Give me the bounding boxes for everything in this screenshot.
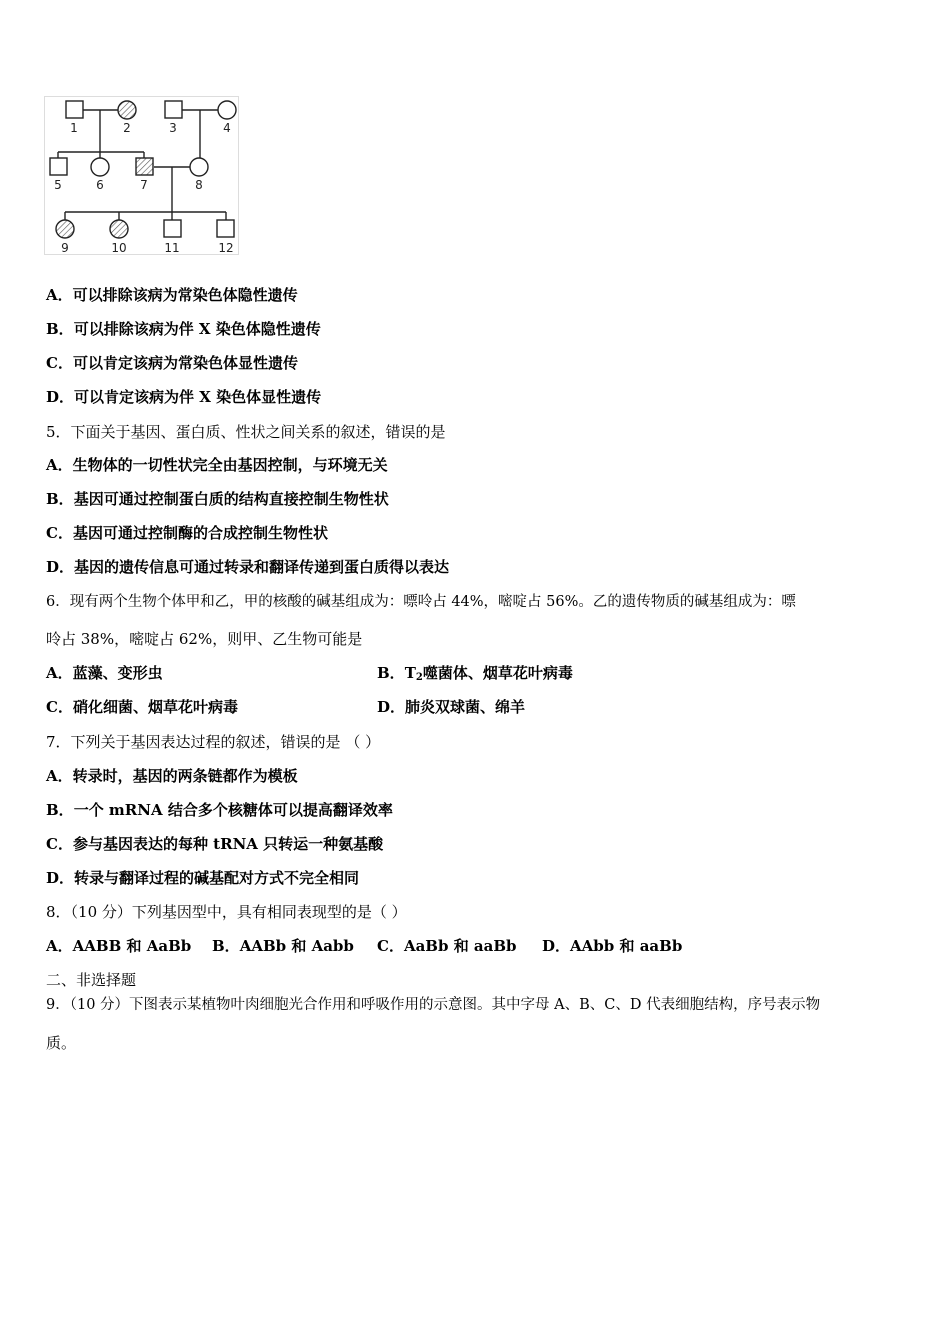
q4-option-c — [46, 353, 298, 373]
q9-stem-line1: 9．（10 分）下图表示某植物叶肉细胞光合作用和呼吸作用的示意图。其中字母 A、B、C、D 代表细胞结构，序号表示物 — [46, 997, 821, 1013]
q8-option-a — [46, 936, 191, 956]
q8-stem: 8．（10 分）下列基因型中，具有相同表现型的是（ ） — [46, 903, 407, 921]
label-7: 7 — [140, 178, 148, 192]
q7-option-b — [46, 800, 393, 820]
label-12: 12 — [218, 241, 234, 255]
option-label: D． — [46, 558, 75, 576]
pedigree-diagram — [44, 96, 240, 256]
q6-stem-line1: 6．现有两个生物个体甲和乙，甲的核酸的碱基组成为：嘌呤占 44%，嘧啶占 56%。乙的遗传物质的碱基组成为：嘌 — [46, 594, 796, 610]
option-label: C． — [46, 698, 73, 716]
q9-stem-line2: 质。 — [46, 1034, 77, 1052]
option-text: 转录时，基因的两条链都作为模板 — [72, 767, 298, 785]
option-text: AABB 和 AaBb — [72, 937, 192, 955]
option-text: 噬菌体、烟草花叶病毒 — [422, 664, 573, 682]
option-label: D． — [542, 937, 571, 955]
option-text: T — [404, 664, 416, 682]
q5-option-a — [46, 455, 388, 475]
q8-option-c — [377, 936, 517, 956]
individual-4 — [218, 101, 236, 119]
option-text: 硝化细菌、烟草花叶病毒 — [72, 698, 238, 716]
option-text: AABb 和 Aabb — [239, 937, 354, 955]
q4-option-b — [46, 319, 321, 339]
label-3: 3 — [169, 121, 177, 135]
q8-option-d — [542, 936, 682, 956]
option-text: AAbb 和 aaBb — [570, 937, 683, 955]
option-label: B． — [46, 320, 74, 338]
individual-2 — [118, 101, 136, 119]
q5-option-b — [46, 489, 389, 509]
option-text: 肺炎双球菌、绵羊 — [405, 698, 526, 716]
individual-10 — [110, 220, 128, 238]
option-label: A． — [46, 286, 73, 304]
q5-option-c — [46, 523, 328, 543]
q7-option-d — [46, 868, 359, 888]
option-label: D． — [377, 698, 406, 716]
q5-option-d — [46, 557, 449, 577]
option-label: D． — [46, 869, 75, 887]
option-label: C． — [46, 354, 73, 372]
option-label: B． — [212, 937, 240, 955]
individual-1 — [66, 101, 83, 118]
label-4: 4 — [223, 121, 231, 135]
q7-option-a — [46, 766, 298, 786]
option-text: 蓝藻、变形虫 — [72, 664, 163, 682]
option-text: 可以肯定该病为常染色体显性遗传 — [72, 354, 298, 372]
q6-stem-line2: 呤占 38%，嘧啶占 62%，则甲、乙生物可能是 — [46, 630, 363, 648]
option-text: 基因的遗传信息可通过转录和翻译传递到蛋白质得以表达 — [74, 558, 450, 576]
label-2: 2 — [123, 121, 131, 135]
q5-stem: 5．下面关于基因、蛋白质、性状之间关系的叙述，错误的是 — [46, 423, 446, 441]
q6-option-d — [377, 697, 525, 717]
option-text: 基因可通过控制蛋白质的结构直接控制生物性状 — [73, 490, 389, 508]
option-text: 参与基因表达的每种 tRNA 只转运一种氨基酸 — [72, 835, 384, 853]
option-label: C． — [46, 524, 73, 542]
option-text: 基因可通过控制酶的合成控制生物性状 — [72, 524, 328, 542]
individual-9 — [56, 220, 74, 238]
option-text: 生物体的一切性状完全由基因控制，与环境无关 — [72, 456, 388, 474]
label-9: 9 — [61, 241, 69, 255]
option-text: AaBb 和 aaBb — [403, 937, 517, 955]
individual-3 — [165, 101, 182, 118]
q7-stem: 7．下列关于基因表达过程的叙述，错误的是 （ ） — [46, 733, 381, 751]
option-text: 可以排除该病为常染色体隐性遗传 — [72, 286, 298, 304]
individual-8 — [190, 158, 208, 176]
option-text: 可以排除该病为伴 X 染色体隐性遗传 — [73, 320, 321, 338]
individual-7 — [136, 158, 153, 175]
option-text: 转录与翻译过程的碱基配对方式不完全相同 — [74, 869, 360, 887]
option-label: B． — [377, 664, 405, 682]
option-label: C． — [46, 835, 73, 853]
individual-12 — [217, 220, 234, 237]
label-5: 5 — [54, 178, 62, 192]
option-label: B． — [46, 490, 74, 508]
individual-5 — [50, 158, 67, 175]
option-label: A． — [46, 456, 73, 474]
option-label: D． — [46, 388, 75, 406]
q8-option-b — [212, 936, 354, 956]
option-label: A． — [46, 767, 73, 785]
q6-option-a — [46, 663, 163, 683]
individual-11 — [164, 220, 181, 237]
q6-option-b — [377, 663, 573, 688]
option-text: 可以肯定该病为伴 X 染色体显性遗传 — [74, 388, 322, 406]
option-label: A． — [46, 664, 73, 682]
q7-option-c — [46, 834, 383, 854]
label-6: 6 — [96, 178, 104, 192]
option-label: C． — [377, 937, 404, 955]
subscript: 2 — [415, 672, 423, 683]
label-10: 10 — [111, 241, 127, 255]
option-text: 一个 mRNA 结合多个核糖体可以提高翻译效率 — [73, 801, 393, 819]
label-1: 1 — [70, 121, 78, 135]
option-label: B． — [46, 801, 74, 819]
label-11: 11 — [164, 241, 180, 255]
option-label: A． — [46, 937, 73, 955]
section-title: 二、非选择题 — [46, 971, 137, 989]
label-8: 8 — [195, 178, 203, 192]
individual-6 — [91, 158, 109, 176]
q4-option-d — [46, 387, 321, 407]
q6-option-c — [46, 697, 238, 717]
q4-option-a — [46, 285, 298, 305]
